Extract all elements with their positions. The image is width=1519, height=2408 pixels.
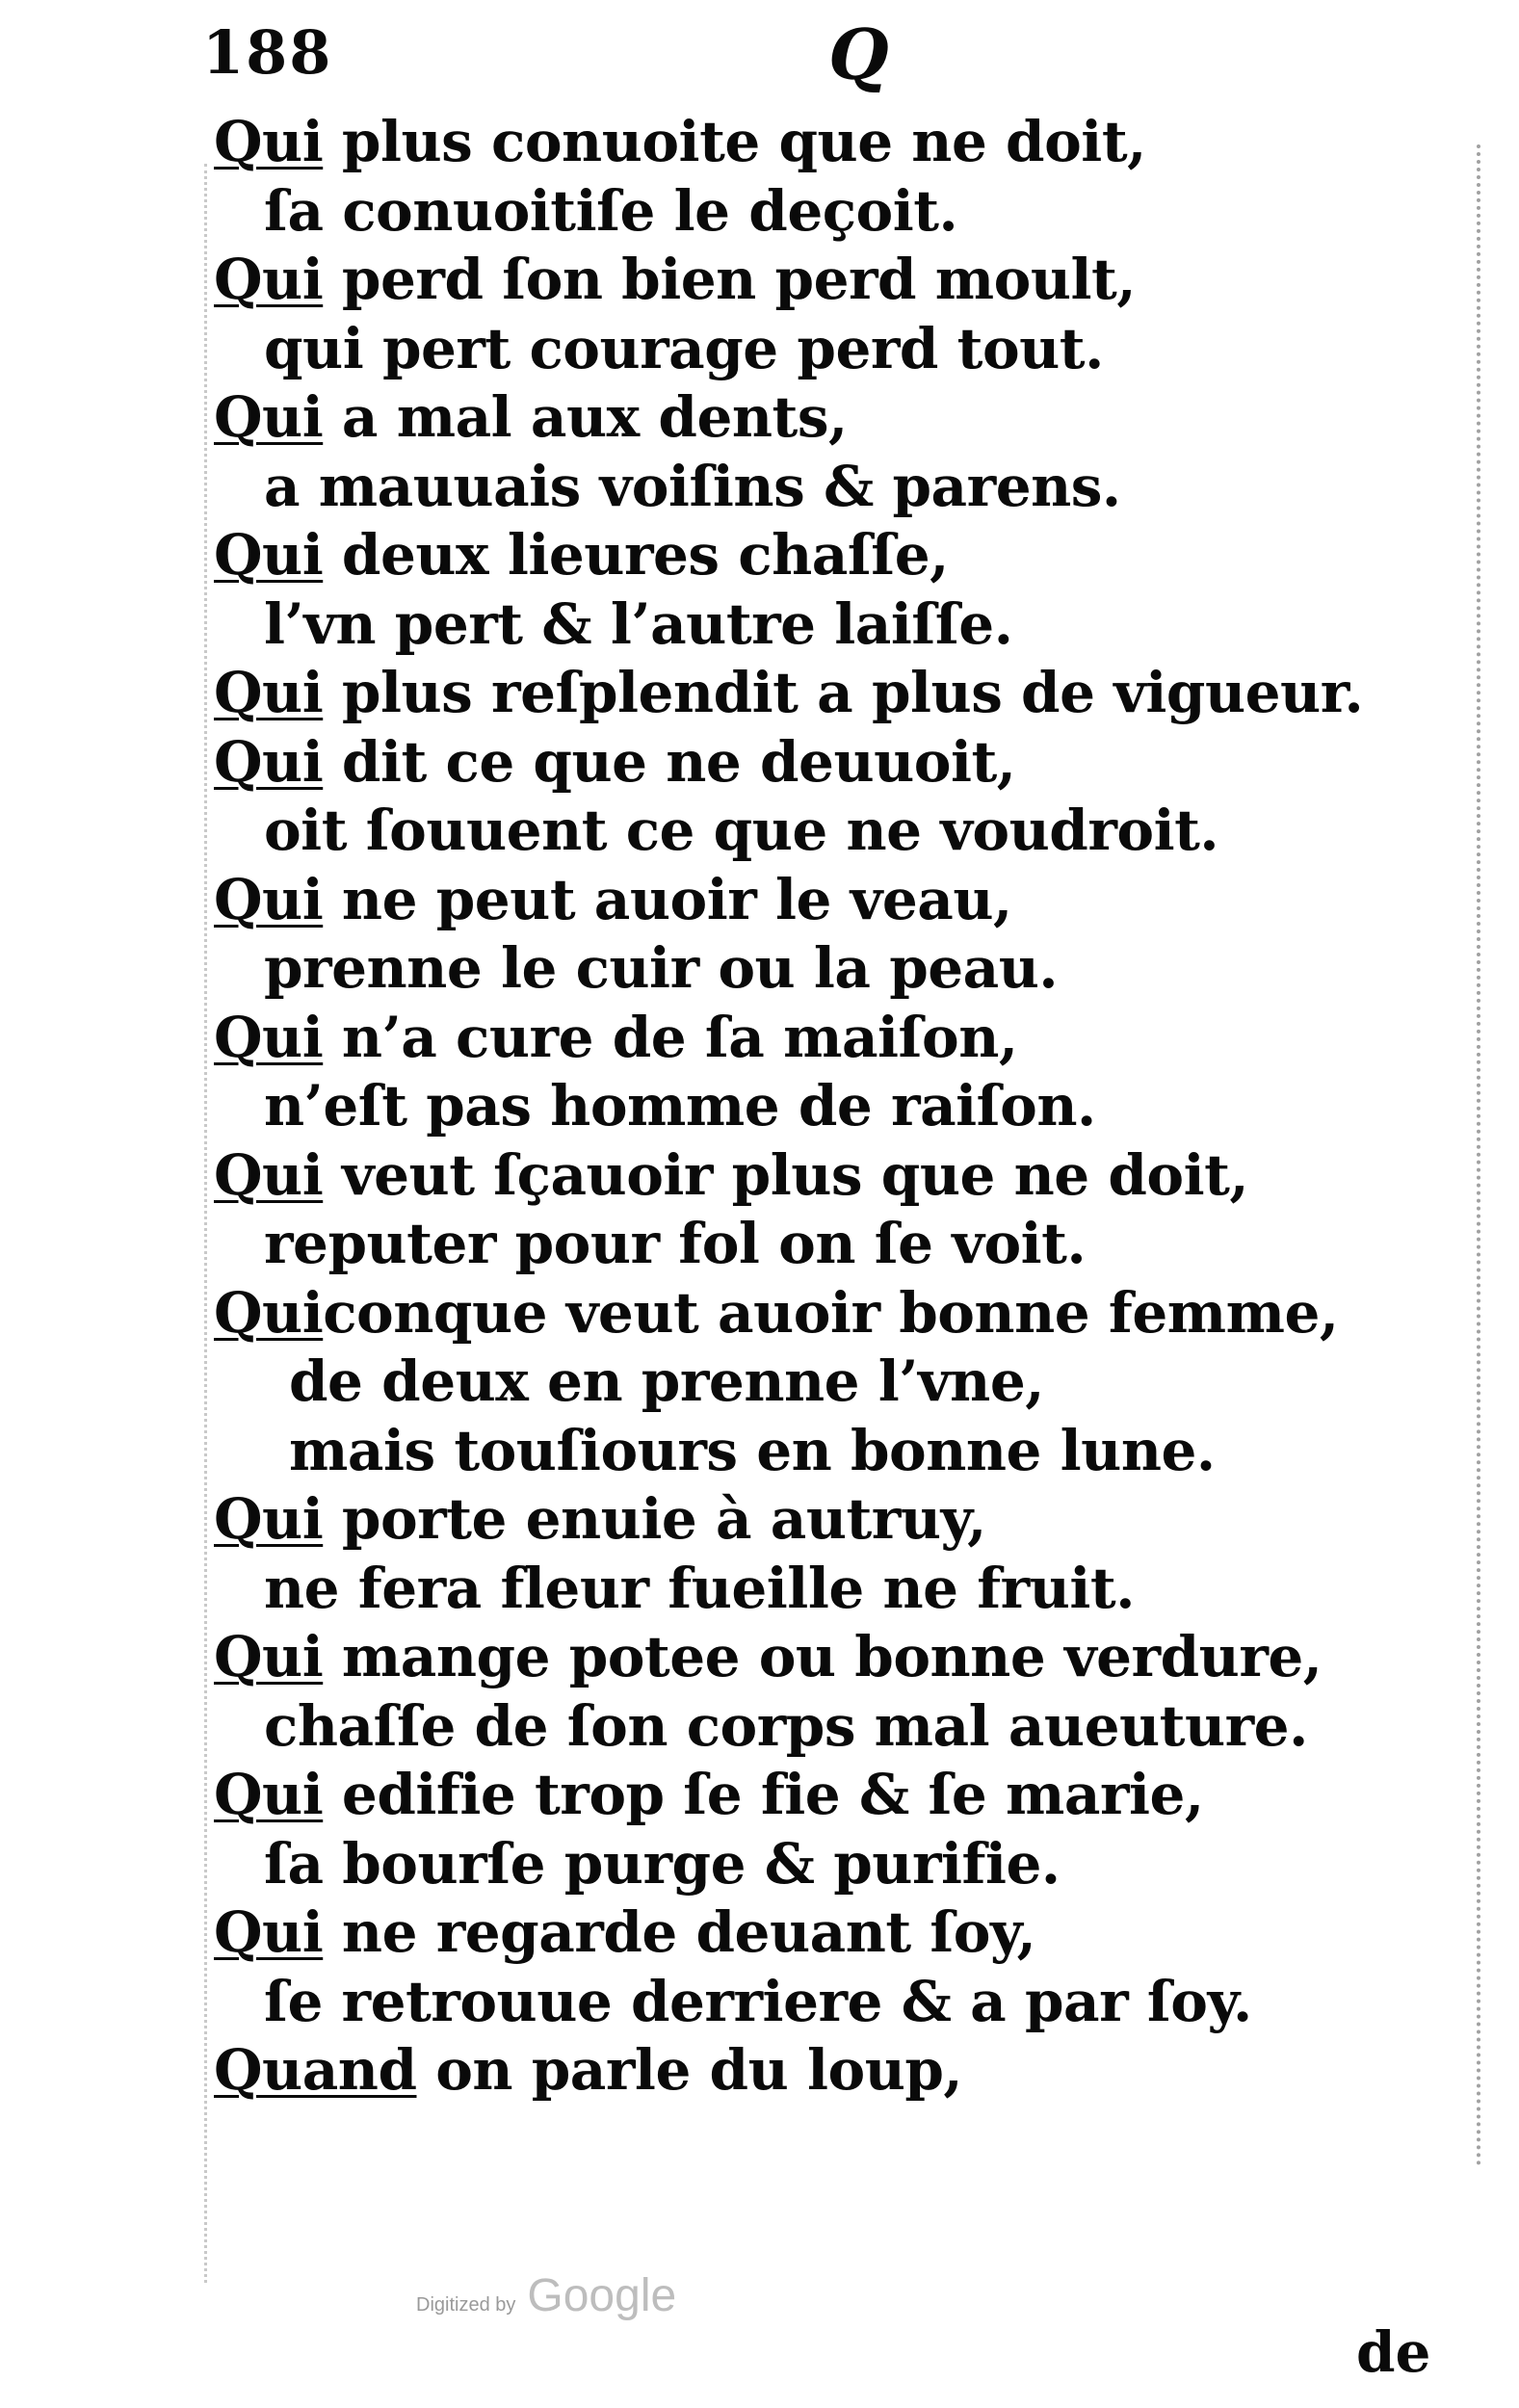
text-line: Quiconque veut auoir bonne femme,: [214, 1279, 1339, 1346]
text-line: Qui edifie trop ſe fie & ſe marie,: [214, 1762, 1204, 1827]
text-line: mais touſiours en bonne lune.: [289, 1417, 1216, 1483]
text-line: Qui a mal aux dents,: [214, 384, 848, 450]
gutter-shadow: [204, 164, 213, 2283]
text-line: ne fera fleur fueille ne fruit.: [264, 1555, 1135, 1621]
text-line: ſa bourſe purge & purifie.: [264, 1830, 1061, 1897]
text-line: oit ſouuent ce que ne voudroit.: [264, 798, 1219, 863]
text-line: l’vn pert & l’autre laiſſe.: [264, 590, 1013, 657]
text-line: Qui perd ſon bien perd moult,: [214, 247, 1137, 312]
text-line: ſe retrouue derriere & a par ſoy.: [264, 1968, 1252, 2034]
text-line: qui pert courage perd tout.: [264, 315, 1104, 381]
watermark-brand-text: Google: [527, 2270, 677, 2321]
text-line: Qui dit ce que ne deuuoit,: [214, 728, 1016, 795]
page-number: 188: [202, 17, 333, 88]
text-line: ſa conuoitiſe le deçoit.: [264, 177, 958, 244]
text-line: prenne le cuir ou la peau.: [264, 935, 1059, 1001]
text-line: Qui ne peut auoir le veau,: [214, 866, 1012, 932]
text-line: reputer pour fol on ſe voit.: [264, 1211, 1087, 1276]
digitized-watermark: [416, 2269, 676, 2322]
text-line: Qui plus reſplendit a plus de vigueur.: [214, 660, 1364, 725]
catchword: de: [1356, 2319, 1431, 2385]
text-line: Qui veut ſçauoir plus que ne doit,: [214, 1141, 1249, 1208]
watermark-small-text: Digitized by: [416, 2294, 516, 2316]
text-line: de deux en prenne l’vne,: [289, 1348, 1044, 1414]
page-edge-shadow: [1477, 144, 1519, 2167]
text-line: Qui deux lieures chaſſe,: [214, 522, 949, 588]
text-line: a mauuais voiſins & parens.: [264, 453, 1121, 519]
proverb-text-block: [214, 108, 1370, 2106]
text-line: Quand on parle du loup,: [214, 2037, 963, 2103]
text-line: Qui porte enuie à autruy,: [214, 1486, 986, 1552]
text-line: chaſſe de ſon corps mal aueuture.: [264, 1692, 1308, 1759]
text-line: n’eſt pas homme de raiſon.: [264, 1073, 1096, 1139]
page-header: [202, 13, 992, 104]
text-line: Qui mange potee ou bonne verdure,: [214, 1624, 1323, 1689]
text-line: Qui plus conuoite que ne doit,: [214, 109, 1146, 174]
running-head-letter: Q: [828, 13, 889, 95]
text-line: Qui ne regarde deuant ſoy,: [214, 1899, 1036, 1965]
text-line: Qui n’a cure de ſa maiſon,: [214, 1004, 1018, 1070]
